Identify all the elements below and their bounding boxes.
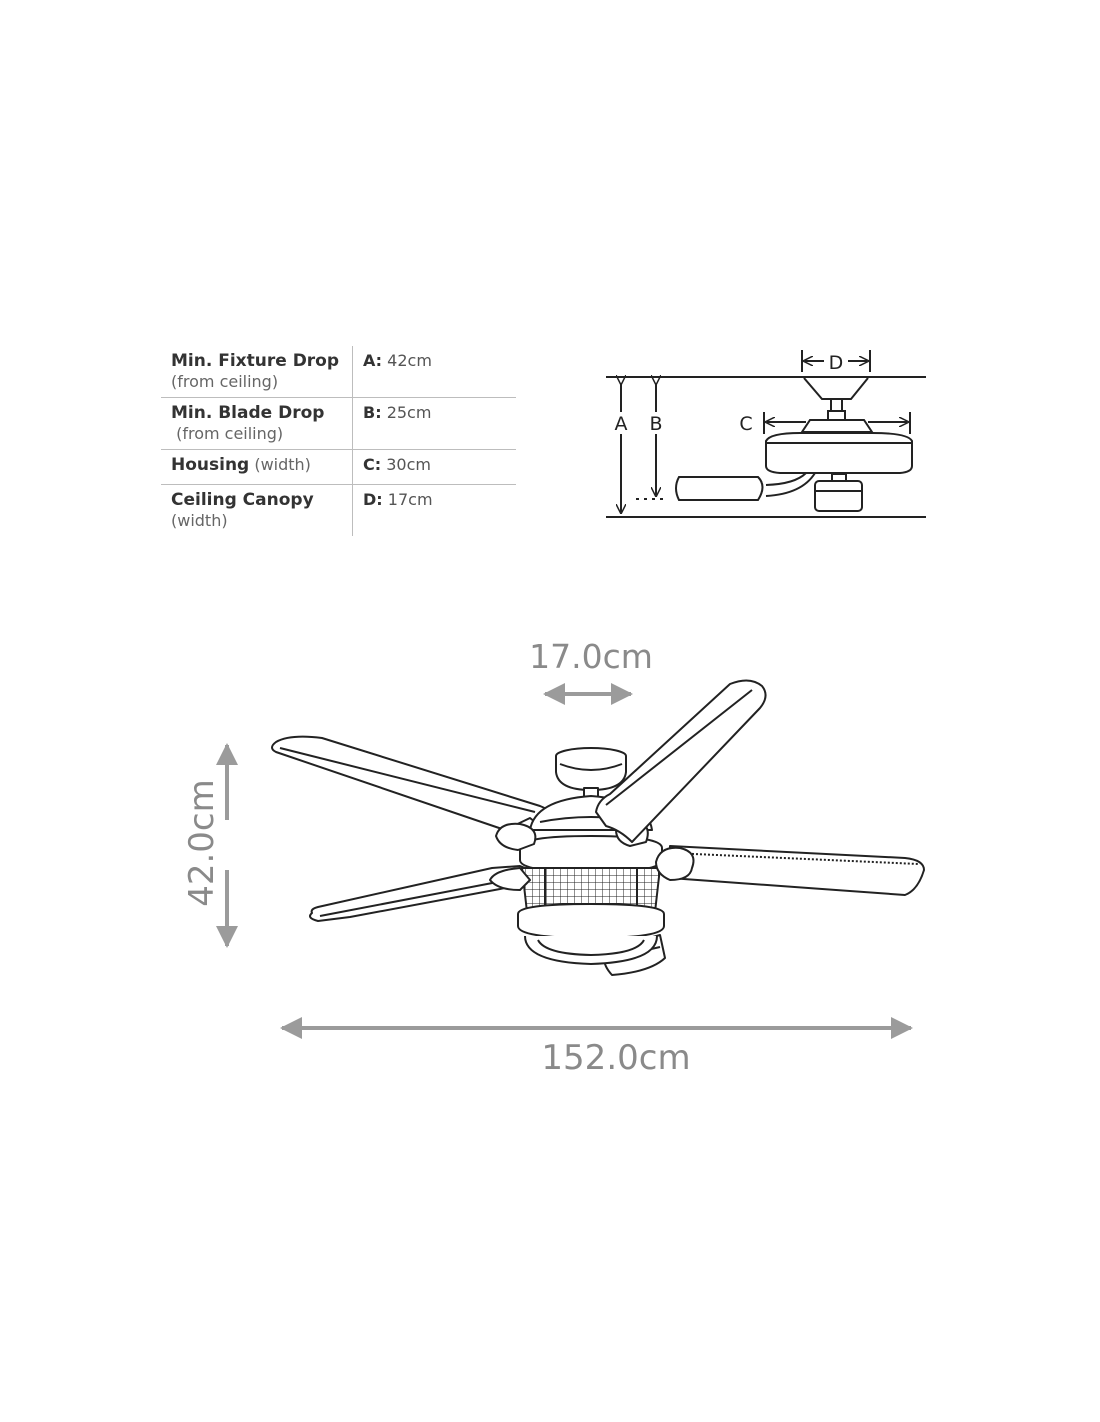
spec-amount: 42cm xyxy=(387,351,432,370)
spec-name: Min. Blade Drop xyxy=(171,403,325,423)
canopy-body xyxy=(556,756,626,790)
downrod xyxy=(831,399,842,411)
side-blade xyxy=(676,477,763,500)
housing-top xyxy=(802,420,872,432)
dimension-span xyxy=(282,1028,911,1078)
blade-iron-right xyxy=(656,848,694,880)
dimension-canopy-width xyxy=(529,637,653,694)
label-c: C xyxy=(739,413,753,435)
height-label: 42.0cm xyxy=(182,779,222,907)
housing-lower-ring xyxy=(518,904,664,938)
label-a: A xyxy=(614,413,628,435)
spec-name: Min. Fixture Drop xyxy=(171,351,340,371)
label-b: B xyxy=(649,413,663,435)
blade-arm-upper xyxy=(766,473,806,485)
spec-name: Ceiling Canopy xyxy=(171,490,314,510)
span-label: 152.0cm xyxy=(541,1038,691,1078)
fan-blade-right xyxy=(670,846,924,895)
spec-sub: (width) xyxy=(171,511,228,530)
spec-note: (width) xyxy=(249,455,311,474)
canopy-width-label: 17.0cm xyxy=(529,637,653,676)
downrod-collar xyxy=(828,411,845,420)
fan-illustration xyxy=(272,680,924,975)
spec-sub: (from ceiling) xyxy=(171,424,284,443)
fan-blade-upper-left xyxy=(272,737,553,830)
spec-amount: 30cm xyxy=(386,455,431,474)
light-kit xyxy=(815,481,862,511)
motor-housing xyxy=(766,433,912,473)
spec-amount: 17cm xyxy=(387,490,433,509)
fan-blade-upper-left-edge xyxy=(280,748,535,812)
spec-name: Housing xyxy=(171,455,250,475)
canopy-shape xyxy=(804,378,868,399)
light-stem xyxy=(832,474,846,481)
spec-key: A: xyxy=(363,351,383,370)
spec-key: C: xyxy=(363,455,382,474)
spec-amount: 25cm xyxy=(386,403,432,422)
spec-key: B: xyxy=(363,403,382,422)
dimension-height xyxy=(182,745,227,946)
spec-sub: (from ceiling) xyxy=(171,372,279,391)
label-d: D xyxy=(828,352,844,374)
spec-key: D: xyxy=(363,490,383,509)
blade-iron-left-upper xyxy=(496,824,535,850)
